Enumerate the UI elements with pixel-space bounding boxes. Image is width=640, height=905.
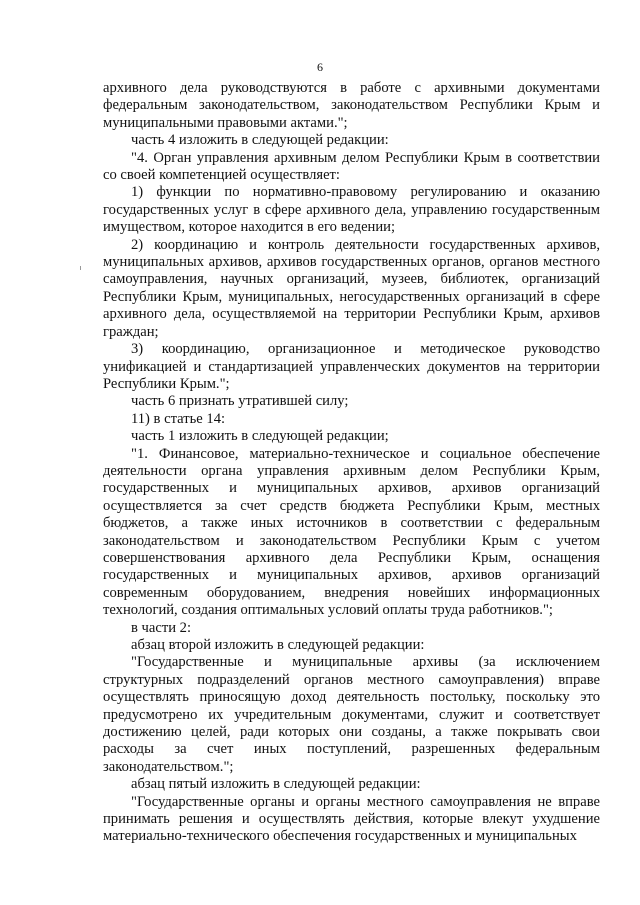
paragraph-instruction-fifth-subparagraph: абзац пятый изложить в следующей редакции:: [131, 776, 421, 793]
paragraph-instruction-part-1: часть 1 изложить в следующей редакции;: [131, 428, 389, 445]
paragraph-item-3: 3) координацию, организационное и методическое руководство унификацией и стандартизацией управленческих документов на территории Республики Крым.";: [103, 341, 600, 392]
paragraph-continuation: архивного дела руководствуются в работе с архивными документами федеральным законодательством, законодательством Республики Крым и муниципальными правовыми актами.";: [103, 80, 600, 131]
paragraph-item-1: 1) функции по нормативно-правовому регулированию и оказанию государственных услуг в сфере архивного дела, управлению государственным имуществом, которое находится в его ведении;: [103, 184, 600, 236]
paragraph-second-subparagraph-text: "Государственные и муниципальные архивы (за исключением структурных подразделений органов местного самоуправления) вправе осуществлять приносящую доход деятельность постольку, поскольку это предусмотрено их учредительным документами, служит и соответствует достижению целей, ради которых они созданы, а также покрывать свои расходы за счет иных поступлений, разрешенных федеральным законодательством.";: [103, 654, 600, 775]
paragraph-article-14: 11) в статье 14:: [131, 410, 226, 427]
paragraph-part-6-repeal: часть 6 признать утратившей силу;: [131, 393, 349, 410]
paragraph-instruction-second-subparagraph: абзац второй изложить в следующей редакции:: [131, 637, 425, 653]
paragraph-part-1-text: "1. Финансовое, материально-техническое и социальное обеспечение деятельности органа управления архивным делом Республики Крым, государственных и муниципальных архивов, архивов организаций осуществляется за счет средств бюджета Республики Крым, местных бюджетов, а также иных источников в соответствии с федеральным законодательством и законодательством Республики Крым с учетом совершенствования архивного дела Республики Крым, оснащения государственных и муниципальных архивов, архивов организаций современным оборудованием, внедрения новейших информационных технологий, создания оптимальных условий оплаты труда работников.";: [103, 445, 600, 619]
document-body: [103, 80, 600, 846]
paragraph-fifth-subparagraph-text: "Государственные органы и органы местного самоуправления не вправе принимать решения и осуществлять действия, которые влекут ухудшение материально-технического обеспечения государственных и муниципальных: [103, 793, 600, 845]
paragraph-in-part-2: в части 2:: [131, 619, 192, 636]
page-number: 6: [317, 60, 323, 74]
paragraph-part-4-intro: "4. Орган управления архивным делом Республики Крым в соответствии со своей компетенцией осуществляет:: [103, 149, 600, 184]
paragraph-item-2: 2) координацию и контроль деятельности государственных архивов, муниципальных архивов, архивов государственных органов, органов местного самоуправления, научных организаций, музеев, библиотек, организаций Республики Крым, муниципальных, негосударственных организаций в сфере архивного дела, осуществляемой на территории Республики Крым, архивов граждан;: [103, 236, 600, 340]
margin-mark: [80, 266, 81, 270]
paragraph-instruction-part-4: часть 4 изложить в следующей редакции:: [131, 132, 389, 149]
